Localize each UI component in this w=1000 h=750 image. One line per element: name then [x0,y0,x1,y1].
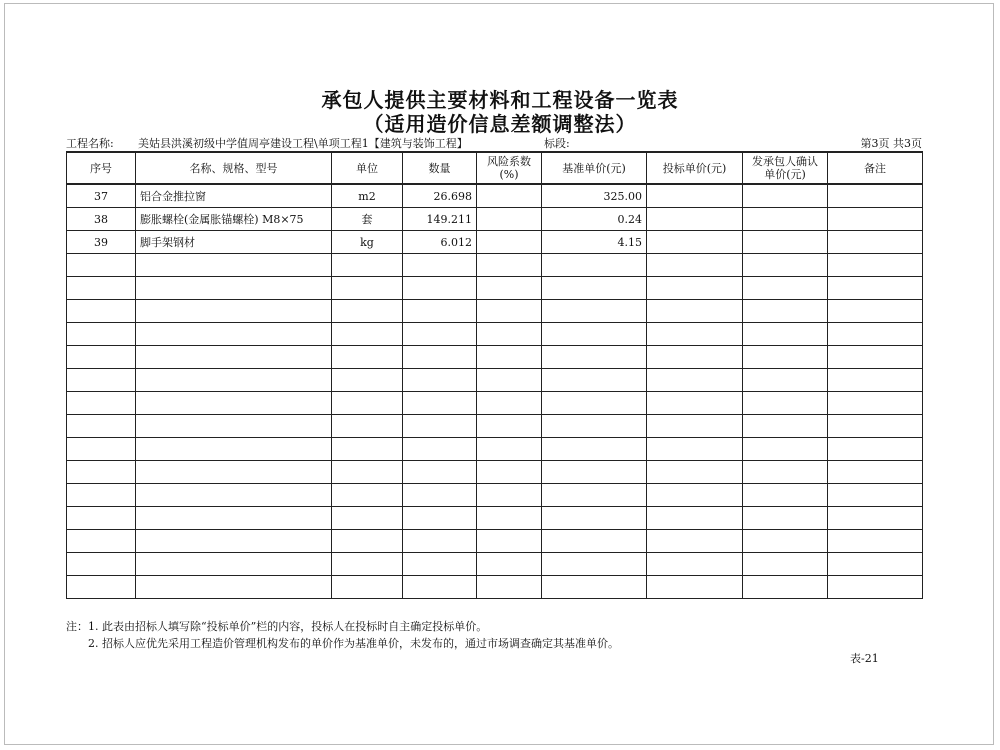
form-number: 表-21 [850,652,879,665]
empty-cell [542,461,647,484]
empty-cell [403,507,477,530]
note-line-2: 2. 招标人应优先采用工程造价管理机构发布的单价作为基准单价，未发布的，通过市场调查确定其基准单价。 [88,637,619,650]
cell-confirm-price [743,184,828,208]
empty-cell [828,415,923,438]
empty-cell [403,461,477,484]
empty-cell [332,576,403,599]
empty-cell [67,254,136,277]
empty-cell [332,254,403,277]
cell-qty: 149.211 [403,208,477,231]
col-header-unit: 单位 [332,152,403,184]
empty-cell [542,484,647,507]
empty-cell [136,369,332,392]
empty-cell [332,530,403,553]
empty-cell [332,484,403,507]
empty-cell [743,323,828,346]
empty-cell [743,277,828,300]
empty-cell [136,507,332,530]
table-row-empty [67,369,923,392]
empty-cell [136,277,332,300]
empty-cell [477,323,542,346]
empty-cell [743,461,828,484]
project-info-bar [66,136,922,152]
empty-cell [647,415,743,438]
empty-cell [136,576,332,599]
empty-cell [477,392,542,415]
empty-cell [332,461,403,484]
empty-cell [542,392,647,415]
table-row-empty [67,530,923,553]
table-row-empty [67,415,923,438]
cell-bid-price [647,184,743,208]
empty-cell [828,461,923,484]
cell-qty: 26.698 [403,184,477,208]
cell-no: 38 [67,208,136,231]
table-row-empty [67,484,923,507]
empty-cell [477,438,542,461]
table-row-empty [67,438,923,461]
cell-unit: kg [332,231,403,254]
note-line-1: 注：1. 此表由招标人填写除“投标单价”栏的内容，投标人在投标时自主确定投标单价。 [66,620,488,633]
empty-cell [67,369,136,392]
empty-cell [647,461,743,484]
notes-block [66,618,619,652]
empty-cell [828,369,923,392]
cell-risk [477,231,542,254]
col-header-name: 名称、规格、型号 [136,152,332,184]
cell-risk [477,208,542,231]
empty-cell [743,576,828,599]
empty-cell [477,346,542,369]
empty-cell [67,553,136,576]
empty-cell [403,346,477,369]
empty-cell [743,438,828,461]
empty-cell [743,392,828,415]
empty-cell [477,300,542,323]
empty-cell [67,277,136,300]
empty-cell [647,346,743,369]
table-row-empty [67,277,923,300]
empty-cell [828,438,923,461]
cell-bid-price [647,208,743,231]
cell-no: 39 [67,231,136,254]
empty-cell [542,277,647,300]
empty-cell [542,415,647,438]
empty-cell [67,507,136,530]
empty-cell [743,415,828,438]
empty-cell [67,530,136,553]
empty-cell [743,254,828,277]
empty-cell [647,300,743,323]
empty-cell [828,507,923,530]
empty-cell [477,507,542,530]
empty-cell [647,553,743,576]
project-name: 美姑县洪溪初级中学值周亭建设工程\单项工程1【建筑与装饰工程】 [138,137,468,150]
materials-table [66,151,923,599]
empty-cell [477,553,542,576]
empty-cell [647,254,743,277]
empty-cell [67,300,136,323]
empty-cell [136,553,332,576]
empty-cell [136,346,332,369]
col-header-risk [477,152,542,184]
empty-cell [403,369,477,392]
empty-cell [477,254,542,277]
empty-cell [542,553,647,576]
empty-cell [136,438,332,461]
empty-cell [332,277,403,300]
section-label: 标段: [544,137,570,150]
empty-cell [542,254,647,277]
empty-cell [403,438,477,461]
cell-remark [828,184,923,208]
empty-cell [136,484,332,507]
empty-cell [67,576,136,599]
cell-risk [477,184,542,208]
empty-cell [403,576,477,599]
empty-cell [332,392,403,415]
empty-cell [403,300,477,323]
col-header-bid-price: 投标单价(元) [647,152,743,184]
empty-cell [332,346,403,369]
empty-cell [136,415,332,438]
table-row [67,184,923,208]
table-row-empty [67,254,923,277]
empty-cell [477,576,542,599]
empty-cell [403,323,477,346]
empty-cell [477,530,542,553]
empty-cell [136,300,332,323]
col-header-no: 序号 [67,152,136,184]
empty-cell [647,369,743,392]
col-header-base-price: 基准单价(元) [542,152,647,184]
empty-cell [332,438,403,461]
empty-cell [403,553,477,576]
empty-cell [542,507,647,530]
page-info: 第3页 共3页 [860,137,922,150]
empty-cell [647,438,743,461]
table-row-empty [67,576,923,599]
empty-cell [542,300,647,323]
empty-cell [828,277,923,300]
empty-cell [136,461,332,484]
empty-cell [828,346,923,369]
empty-cell [647,507,743,530]
col-header-qty: 数量 [403,152,477,184]
project-label: 工程名称: [66,137,114,150]
cell-bid-price [647,231,743,254]
col-header-risk-line1: 风险系数 [487,155,531,168]
col-header-remark: 备注 [828,152,923,184]
empty-cell [828,300,923,323]
empty-cell [743,553,828,576]
cell-name: 膨胀螺栓(金属胀锚螺栓) M8×75 [136,208,332,231]
cell-remark [828,208,923,231]
empty-cell [67,323,136,346]
cell-base-price: 325.00 [542,184,647,208]
empty-cell [67,346,136,369]
col-header-confirm-line1: 发承包人确认 [752,155,818,168]
cell-name: 铝合金推拉窗 [136,184,332,208]
empty-cell [477,461,542,484]
cell-remark [828,231,923,254]
empty-cell [828,484,923,507]
cell-base-price: 0.24 [542,208,647,231]
empty-cell [403,484,477,507]
empty-cell [477,484,542,507]
empty-cell [67,392,136,415]
empty-cell [332,507,403,530]
empty-cell [136,323,332,346]
col-header-risk-line2: (%) [499,168,519,181]
empty-cell [828,323,923,346]
empty-cell [403,254,477,277]
empty-cell [332,300,403,323]
empty-cell [477,277,542,300]
cell-qty: 6.012 [403,231,477,254]
empty-cell [828,392,923,415]
empty-cell [647,392,743,415]
empty-cell [67,461,136,484]
empty-cell [743,300,828,323]
empty-cell [828,254,923,277]
table-row-empty [67,461,923,484]
empty-cell [828,576,923,599]
table-row [67,208,923,231]
empty-cell [332,553,403,576]
table-row-empty [67,323,923,346]
empty-cell [743,346,828,369]
empty-cell [477,369,542,392]
empty-cell [67,484,136,507]
empty-cell [332,415,403,438]
empty-cell [136,254,332,277]
table-row-empty [67,553,923,576]
cell-base-price: 4.15 [542,231,647,254]
page-subtitle: （适用造价信息差额调整法） [363,112,637,136]
cell-no: 37 [67,184,136,208]
empty-cell [136,530,332,553]
empty-cell [542,323,647,346]
empty-cell [403,392,477,415]
empty-cell [743,484,828,507]
cell-unit: 套 [332,208,403,231]
cell-confirm-price [743,208,828,231]
empty-cell [403,415,477,438]
empty-cell [542,438,647,461]
empty-cell [647,576,743,599]
empty-cell [828,553,923,576]
empty-cell [477,415,542,438]
empty-cell [647,484,743,507]
col-header-confirm-line2: 单价(元) [764,168,806,181]
empty-cell [67,415,136,438]
empty-cell [136,392,332,415]
cell-unit: m2 [332,184,403,208]
empty-cell [403,277,477,300]
table-row-empty [67,300,923,323]
empty-cell [743,369,828,392]
empty-cell [647,530,743,553]
table-row [67,231,923,254]
cell-name: 脚手架钢材 [136,231,332,254]
cell-confirm-price [743,231,828,254]
table-row-empty [67,346,923,369]
empty-cell [542,369,647,392]
table-row-empty [67,392,923,415]
col-header-confirm-price [743,152,828,184]
empty-cell [332,369,403,392]
empty-cell [542,530,647,553]
empty-cell [828,530,923,553]
empty-cell [542,576,647,599]
table-row-empty [67,507,923,530]
empty-cell [743,507,828,530]
empty-cell [647,277,743,300]
page-title: 承包人提供主要材料和工程设备一览表 [321,88,679,112]
empty-cell [403,530,477,553]
table-header-row [67,152,923,184]
empty-cell [332,323,403,346]
empty-cell [743,530,828,553]
empty-cell [67,438,136,461]
empty-cell [647,323,743,346]
empty-cell [542,346,647,369]
